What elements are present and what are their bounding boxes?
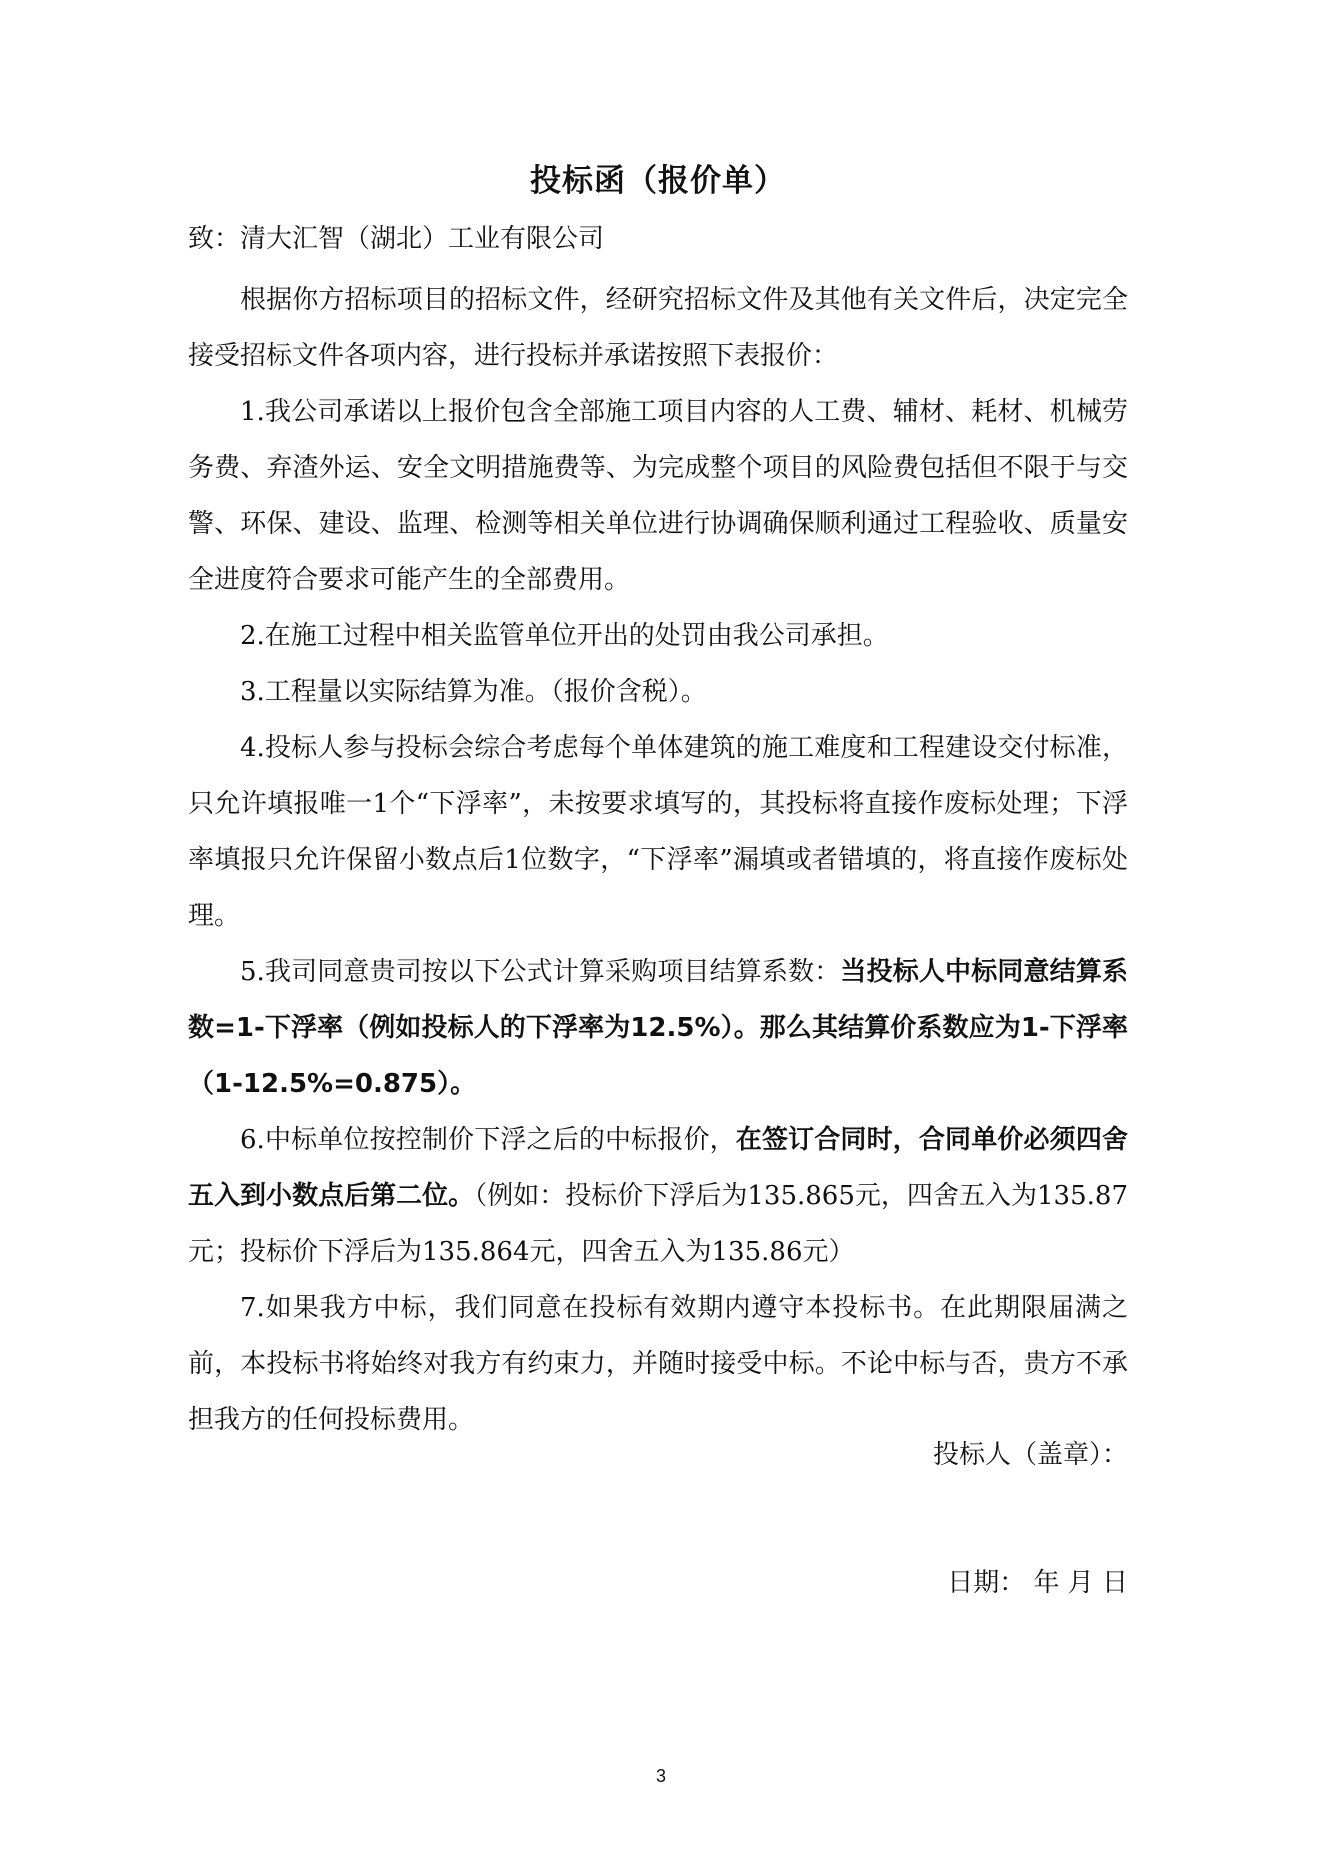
clause-2: [188, 608, 1128, 664]
clause-6-bold-text: 在签订合同时，合同单价必须四舍五入到小数点后第二位。: [188, 1125, 1128, 1211]
clause-5-text: 5.我司同意贵司按以下公式计算采购项目结算系数：: [240, 957, 841, 987]
clause-3: [188, 664, 1128, 720]
clause-2-text: 2.在施工过程中相关监管单位开出的处罚由我公司承担。: [240, 621, 889, 651]
clause-6-text: 6.中标单位按控制价下浮之后的中标报价，: [240, 1125, 736, 1155]
clause-1-text: 1.我公司承诺以上报价包含全部施工项目内容的人工费、辅材、耗材、机械劳务费、弃渣外运、安全文明措施费等、为完成整个项目的风险费包括但不限于与交警、环保、建设、监理、检测等相关单位进行协调确保顺利通过工程验收、质量安全进度符合要求可能产生的全部费用。: [188, 397, 1128, 595]
clause-6-example-text: （例如：投标价下浮后为135.865元，四舍五入为135.87元；投标价下浮后为135.864元，四舍五入为135.86元）: [188, 1181, 1128, 1267]
signature-line: 投标人（盖章）：: [932, 1440, 1128, 1470]
date-line: 日期： 年 月 日: [947, 1568, 1128, 1598]
clause-4: [188, 720, 1128, 944]
clause-5-bold-text: 当投标人中标同意结算系数=1-下浮率（例如投标人的下浮率为12.5%）。那么其结算价系数应为1-下浮率（1-12.5%=0.875）。: [188, 957, 1128, 1099]
intro-paragraph: 根据你方招标项目的招标文件，经研究招标文件及其他有关文件后，决定完全接受招标文件各项内容，进行投标并承诺按照下表报价：: [188, 285, 1128, 371]
clause-7-text: 7.如果我方中标，我们同意在投标有效期内遵守本投标书。在此期限届满之前，本投标书将始终对我方有约束力，并随时接受中标。不论中标与否，贵方不承担我方的任何投标费用。: [188, 1293, 1128, 1435]
clause-4-text: 4.投标人参与投标会综合考虑每个单体建筑的施工难度和工程建设交付标准，只允许填报唯一1个“下浮率”，未按要求填写的，其投标将直接作废标处理；下浮率填报只允许保留小数点后1位数字，“下浮率”漏填或者错填的，将直接作废标处理。: [188, 733, 1128, 931]
clause-1: [188, 384, 1128, 608]
clause-3-text: 3.工程量以实际结算为准。（报价含税）。: [240, 677, 707, 707]
document-body: [188, 160, 1128, 1448]
clause-7: [188, 1280, 1128, 1448]
clause-5: [188, 944, 1128, 1112]
clause-6: [188, 1112, 1128, 1280]
addressee-line: 致：清大汇智（湖北）工业有限公司: [188, 224, 605, 254]
page-number: 3: [655, 1766, 666, 1786]
document-title: 投标函（报价单）: [530, 163, 786, 199]
